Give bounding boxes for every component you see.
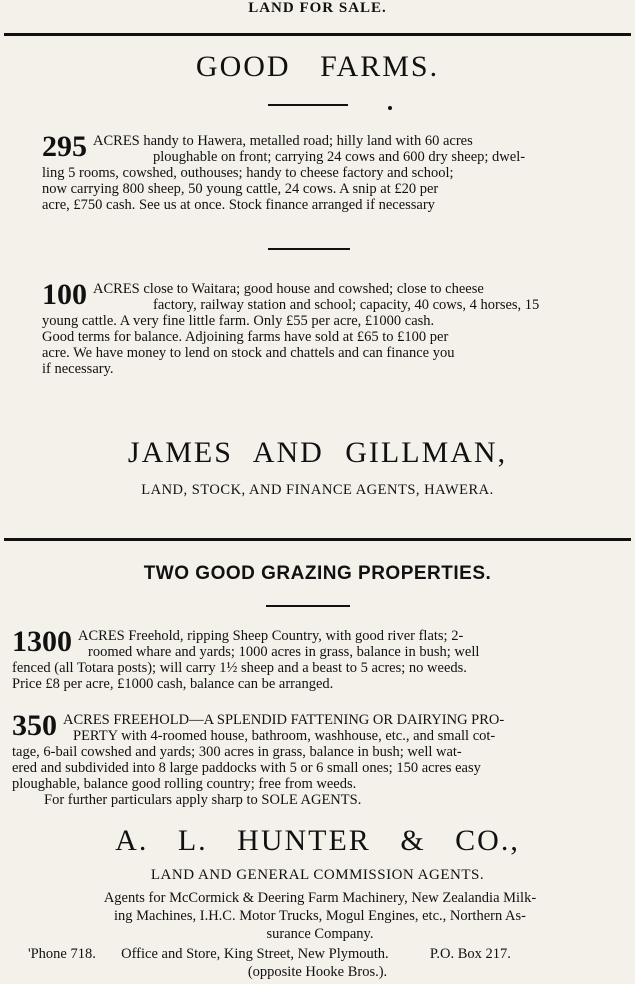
listing-line: ered and subdivided into 8 large paddocks with 5 or 6 small ones; 150 acres easy — [12, 760, 481, 776]
section-title-grazing: TWO GOOD GRAZING PROPERTIES. — [143, 563, 492, 584]
listing-line: young cattle. A very fine little farm. Only £55 per acre, £1000 cash. — [42, 313, 435, 329]
phone-number: 'Phone 718. — [28, 946, 96, 962]
firm-subtitle: LAND, STOCK, AND FINANCE AGENTS, HAWERA. — [141, 482, 494, 498]
listing-line: fenced (all Totara posts); will carry 1½ sheep and a beast to 5 acres; no weeds. — [12, 660, 467, 676]
listing-line: Price £8 per acre, £1000 cash, balance can be arranged. — [12, 676, 334, 692]
po-box: P.O. Box 217. — [429, 946, 511, 962]
listing-number: 1300 — [12, 625, 72, 658]
listing-line: ling 5 rooms, cowshed, outhouses; handy to cheese factory and school; — [42, 165, 454, 181]
listing-line: PERTY with 4-roomed house, bathroom, washhouse, etc., and small cot- — [73, 728, 496, 744]
listing-line: tage, 6-bail cowshed and yards; 300 acres in grass, balance in bush; well wat- — [12, 744, 462, 760]
listing-line: For further particulars apply sharp to SOLE AGENTS. — [44, 792, 362, 808]
listing-100-acres — [42, 278, 594, 377]
listing-line: ploughable, balance good rolling country; free from weeds. — [12, 776, 357, 792]
listing-line: now carrying 800 sheep, 50 young cattle, 24 cows. A snip at £20 per — [42, 181, 439, 197]
firm-name-hunter: A. L. HUNTER & CO., — [115, 824, 520, 857]
listing-line: acre, £750 cash. See us at once. Stock finance arranged if necessary — [42, 197, 435, 213]
agents-line: Agents for McCormick & Deering Farm Machinery, New Zealandia Milk- — [103, 890, 537, 906]
opposite-note: (opposite Hooke Bros.). — [247, 964, 388, 980]
listing-number: 295 — [42, 130, 87, 163]
listing-line: acre. We have money to lend on stock and chattels and can finance you — [42, 345, 455, 361]
listing-number: 100 — [42, 278, 87, 311]
agents-line: surance Company. — [266, 926, 374, 942]
section-title-good-farms: GOOD FARMS. — [195, 50, 440, 83]
contact-line — [28, 946, 608, 963]
listing-295-acres — [42, 130, 590, 213]
listing-number: 350 — [12, 709, 57, 742]
title-underline — [268, 104, 348, 106]
section-rule — [4, 538, 631, 541]
agents-line: ing Machines, I.H.C. Motor Trucks, Mogul Engines, etc., Northern As- — [113, 908, 526, 924]
listing-line: ACRES handy to Hawera, metalled road; hilly land with 60 acres — [93, 133, 473, 149]
listing-line: if necessary. — [42, 361, 114, 377]
listing-line: ploughable on front; carrying 24 cows and 600 dry sheep; dwel- — [153, 149, 526, 165]
ornament-dot — [388, 106, 392, 110]
listing-line: Good terms for balance. Adjoining farms have sold at £65 to £100 per — [42, 329, 449, 345]
agents-notice — [30, 889, 610, 943]
listing-line: ACRES FREEHOLD—A SPLENDID FATTENING OR DAIRYING PRO- — [63, 712, 505, 728]
firm-name-james-and-gillman: JAMES AND GILLMAN, — [127, 436, 508, 469]
listing-1300-acres — [12, 625, 610, 692]
listing-line: ACRES close to Waitara; good house and cowshed; close to cheese — [93, 281, 484, 297]
divider-short — [268, 248, 350, 250]
firm-subtitle: LAND AND GENERAL COMMISSION AGENTS. — [150, 867, 485, 883]
listing-line: ACRES Freehold, ripping Sheep Country, with good river flats; 2- — [78, 628, 464, 644]
listing-350-acres — [12, 709, 610, 808]
page-header: LAND FOR SALE. — [248, 0, 387, 16]
office-address: Office and Store, King Street, New Plymouth. — [121, 946, 389, 962]
listing-line: roomed whare and yards; 1000 acres in grass, balance in bush; well — [88, 644, 480, 660]
header-rule — [4, 33, 631, 36]
title-underline — [266, 605, 350, 607]
listing-line: factory, railway station and school; capacity, 40 cows, 4 horses, 15 — [153, 297, 540, 313]
